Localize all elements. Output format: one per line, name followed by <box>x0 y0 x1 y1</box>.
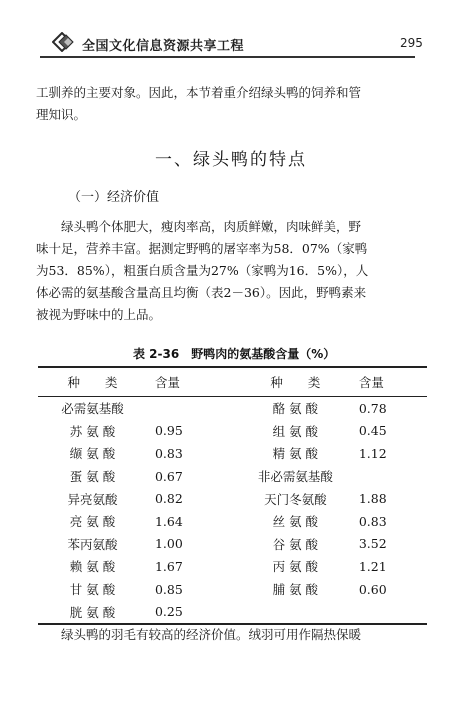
header-cell-type: 种 类 <box>236 367 355 397</box>
amino-acid-value: 3.52 <box>358 536 387 552</box>
amino-acid-value <box>147 397 236 420</box>
amino-acid-value: 0.67 <box>154 468 183 484</box>
intro-paragraph <box>36 82 428 126</box>
amino-acid-value: 0.83 <box>358 513 387 529</box>
amino-acid-name: 组 氨 酸 <box>272 423 319 439</box>
table-row <box>38 533 427 556</box>
amino-acid-value <box>355 465 427 488</box>
table-row <box>38 510 427 533</box>
amino-acid-value: 1.67 <box>154 558 183 574</box>
header-rule <box>40 56 415 58</box>
table-header-row <box>38 367 427 397</box>
economic-value-paragraph <box>36 216 428 326</box>
amino-acid-name: 酪 氨 酸 <box>272 401 319 417</box>
header-title: 全国文化信息资源共享工程 <box>82 39 245 54</box>
table-row <box>38 487 427 510</box>
amino-acid-name: 丙 氨 酸 <box>272 559 319 575</box>
text-line: 体必需的氨基酸含量高且均衡（表2－36）。因此，野鸭素来 <box>36 285 367 300</box>
amino-acid-value: 0.78 <box>358 400 387 416</box>
amino-acid-value: 1.64 <box>154 513 183 529</box>
amino-acid-value: 0.83 <box>154 445 183 461</box>
section-heading: 一、绿头鸭的特点 <box>155 150 307 170</box>
table-row <box>38 600 427 624</box>
diamond-logo-icon <box>52 32 78 52</box>
text-line: 绿头鸭的羽毛有较高的经济价值。绒羽可用作隔热保暖 <box>36 627 362 642</box>
table-caption: 表 2-36 野鸭肉的氨基酸含量（%） <box>133 347 336 361</box>
header-cell-type: 种 类 <box>38 367 147 397</box>
amino-acid-name: 缬 氨 酸 <box>69 446 116 462</box>
amino-acid-name: 苏 氨 酸 <box>69 423 116 439</box>
subsection-heading: （一）经济价值 <box>68 190 160 205</box>
text-line: 被视为野味中的上品。 <box>36 307 162 322</box>
amino-acid-value: 1.12 <box>358 445 387 461</box>
text-line: 绿头鸭个体肥大，瘦肉率高，肉质鲜嫩，肉味鲜美，野 <box>36 219 362 234</box>
amino-acid-value: 0.45 <box>358 423 387 439</box>
closing-paragraph <box>36 624 428 646</box>
text-line: 理知识。 <box>36 107 87 122</box>
amino-acid-name: 非必需氨基酸 <box>257 469 333 485</box>
amino-acid-name: 苯丙氨酸 <box>67 536 118 552</box>
amino-acid-name: 亮 氨 酸 <box>69 514 116 530</box>
amino-acid-value <box>355 600 427 624</box>
header-cell-content: 含量 <box>147 367 236 397</box>
table-row <box>38 465 427 488</box>
amino-acid-value: 1.00 <box>154 536 183 552</box>
amino-acid-value: 0.82 <box>154 491 183 507</box>
amino-acid-name: 精 氨 酸 <box>272 446 319 462</box>
amino-acid-name: 赖 氨 酸 <box>69 559 116 575</box>
amino-acid-value: 0.25 <box>147 600 236 624</box>
amino-acid-value: 0.95 <box>154 423 183 439</box>
amino-acid-name: 必需氨基酸 <box>61 401 124 417</box>
text-line: 味十足，营养丰富。据测定野鸭的屠宰率为58．07%（家鸭 <box>36 241 368 256</box>
page-header <box>0 0 465 64</box>
amino-acid-name: 蛋 氨 酸 <box>69 469 116 485</box>
amino-acid-name: 脯 氨 酸 <box>272 582 319 598</box>
table-row <box>38 555 427 578</box>
table-row <box>38 420 427 443</box>
amino-acid-value: 0.60 <box>358 581 387 597</box>
amino-acid-name <box>236 600 355 624</box>
amino-acid-name: 胱 氨 酸 <box>38 600 147 624</box>
amino-acid-name: 甘 氨 酸 <box>69 582 116 598</box>
amino-acid-name: 天门冬氨酸 <box>264 491 327 507</box>
page-number: 295 <box>400 36 423 50</box>
amino-acid-value: 1.21 <box>358 558 387 574</box>
table-row <box>38 397 427 420</box>
amino-acid-table <box>38 366 427 625</box>
table-row <box>38 578 427 601</box>
amino-acid-name: 异亮氨酸 <box>67 491 118 507</box>
header-cell-content: 含量 <box>355 367 427 397</box>
amino-acid-name: 谷 氨 酸 <box>272 536 319 552</box>
table-row <box>38 442 427 465</box>
text-line: 为53．85%），粗蛋白质含量为27%（家鸭为16．5%），人 <box>36 263 369 278</box>
amino-acid-value: 0.85 <box>154 581 183 597</box>
text-line: 工驯养的主要对象。因此，本节着重介绍绿头鸭的饲养和管 <box>36 85 362 100</box>
amino-acid-value: 1.88 <box>358 491 387 507</box>
amino-acid-name: 丝 氨 酸 <box>272 514 319 530</box>
